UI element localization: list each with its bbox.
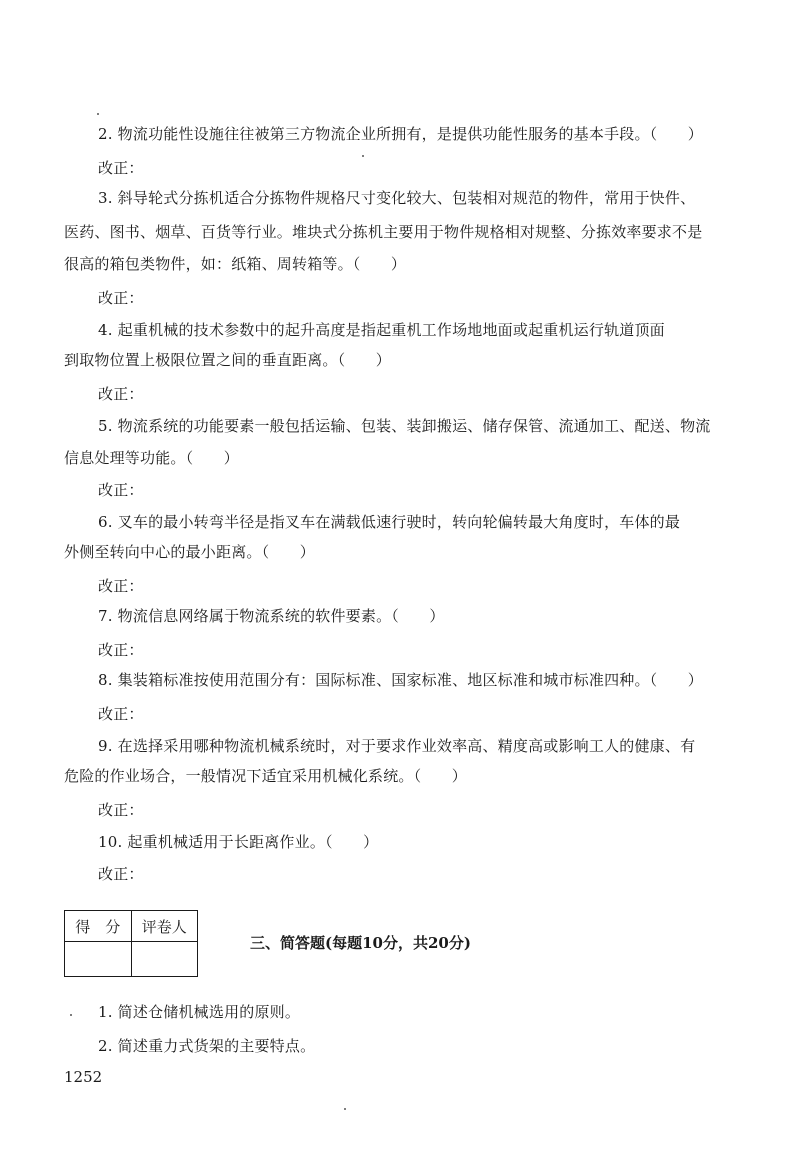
score-table (64, 910, 198, 977)
question-5-line-1: 5. 物流系统的功能要素一般包括运输、包装、装卸搬运、储存保管、流通加工、配送、物流 (98, 417, 711, 435)
question-3-correction: 改正： (98, 289, 144, 307)
question-6-correction: 改正： (98, 577, 144, 595)
question-9-line-1: 9. 在选择采用哪种物流机械系统时，对于要求作业效率高、精度高或影响工人的健康、有 (98, 737, 696, 755)
question-2-correction: 改正： (98, 159, 144, 177)
question-9-correction: 改正： (98, 801, 144, 819)
score-header: 得 分 (65, 911, 132, 942)
question-6-line-2: 外侧至转向中心的最小距离。（ ） (64, 543, 315, 561)
question-7-correction: 改正： (98, 641, 144, 659)
question-3-line-3: 很高的箱包类物件，如：纸箱、周转箱等。（ ） (64, 255, 407, 273)
question-10-line-1: 10. 起重机械适用于长距离作业。（ ） (98, 833, 379, 851)
question-4-line-1: 4. 起重机械的技术参数中的起升高度是指起重机工作场地地面或起重机运行轨道顶面 (98, 321, 665, 339)
question-4-correction: 改正： (98, 385, 144, 403)
short-answer-2: 2. 简述重力式货架的主要特点。 (98, 1037, 316, 1055)
section-3-title: 三、简答题(每题10分，共20分) (250, 934, 471, 952)
short-answer-1: 1. 简述仓储机械选用的原则。 (98, 1003, 301, 1021)
score-cell[interactable] (65, 942, 132, 977)
question-3-line-2: 医药、图书、烟草、百货等行业。堆块式分拣机主要用于物件规格相对规整、分拣效率要求不是 (64, 223, 703, 241)
question-9-line-2: 危险的作业场合，一般情况下适宜采用机械化系统。（ ） (64, 767, 467, 785)
question-7-line-1: 7. 物流信息网络属于物流系统的软件要素。（ ） (98, 607, 445, 625)
scan-speck (344, 1108, 346, 1110)
page-number: 1252 (64, 1068, 103, 1086)
question-8-line-1: 8. 集装箱标准按使用范围分有：国际标准、国家标准、地区标准和城市标准四种。（ ） (98, 671, 703, 689)
question-10-correction: 改正： (98, 865, 144, 883)
question-3-line-1: 3. 斜导轮式分拣机适合分拣物件规格尺寸变化较大、包装相对规范的物件，常用于快件、 (98, 189, 696, 207)
question-5-correction: 改正： (98, 481, 144, 499)
question-5-line-2: 信息处理等功能。（ ） (64, 449, 239, 467)
scan-speck (362, 155, 364, 157)
question-4-line-2: 到取物位置上极限位置之间的垂直距离。（ ） (64, 351, 391, 369)
grader-cell[interactable] (131, 942, 198, 977)
scan-speck (97, 113, 99, 115)
grader-header: 评卷人 (131, 911, 198, 942)
scan-speck (70, 1014, 72, 1016)
question-8-correction: 改正： (98, 705, 144, 723)
question-2-line-1: 2. 物流功能性设施往往被第三方物流企业所拥有，是提供功能性服务的基本手段。（ ） (98, 125, 703, 143)
question-6-line-1: 6. 叉车的最小转弯半径是指叉车在满载低速行驶时，转向轮偏转最大角度时，车体的最 (98, 513, 681, 531)
